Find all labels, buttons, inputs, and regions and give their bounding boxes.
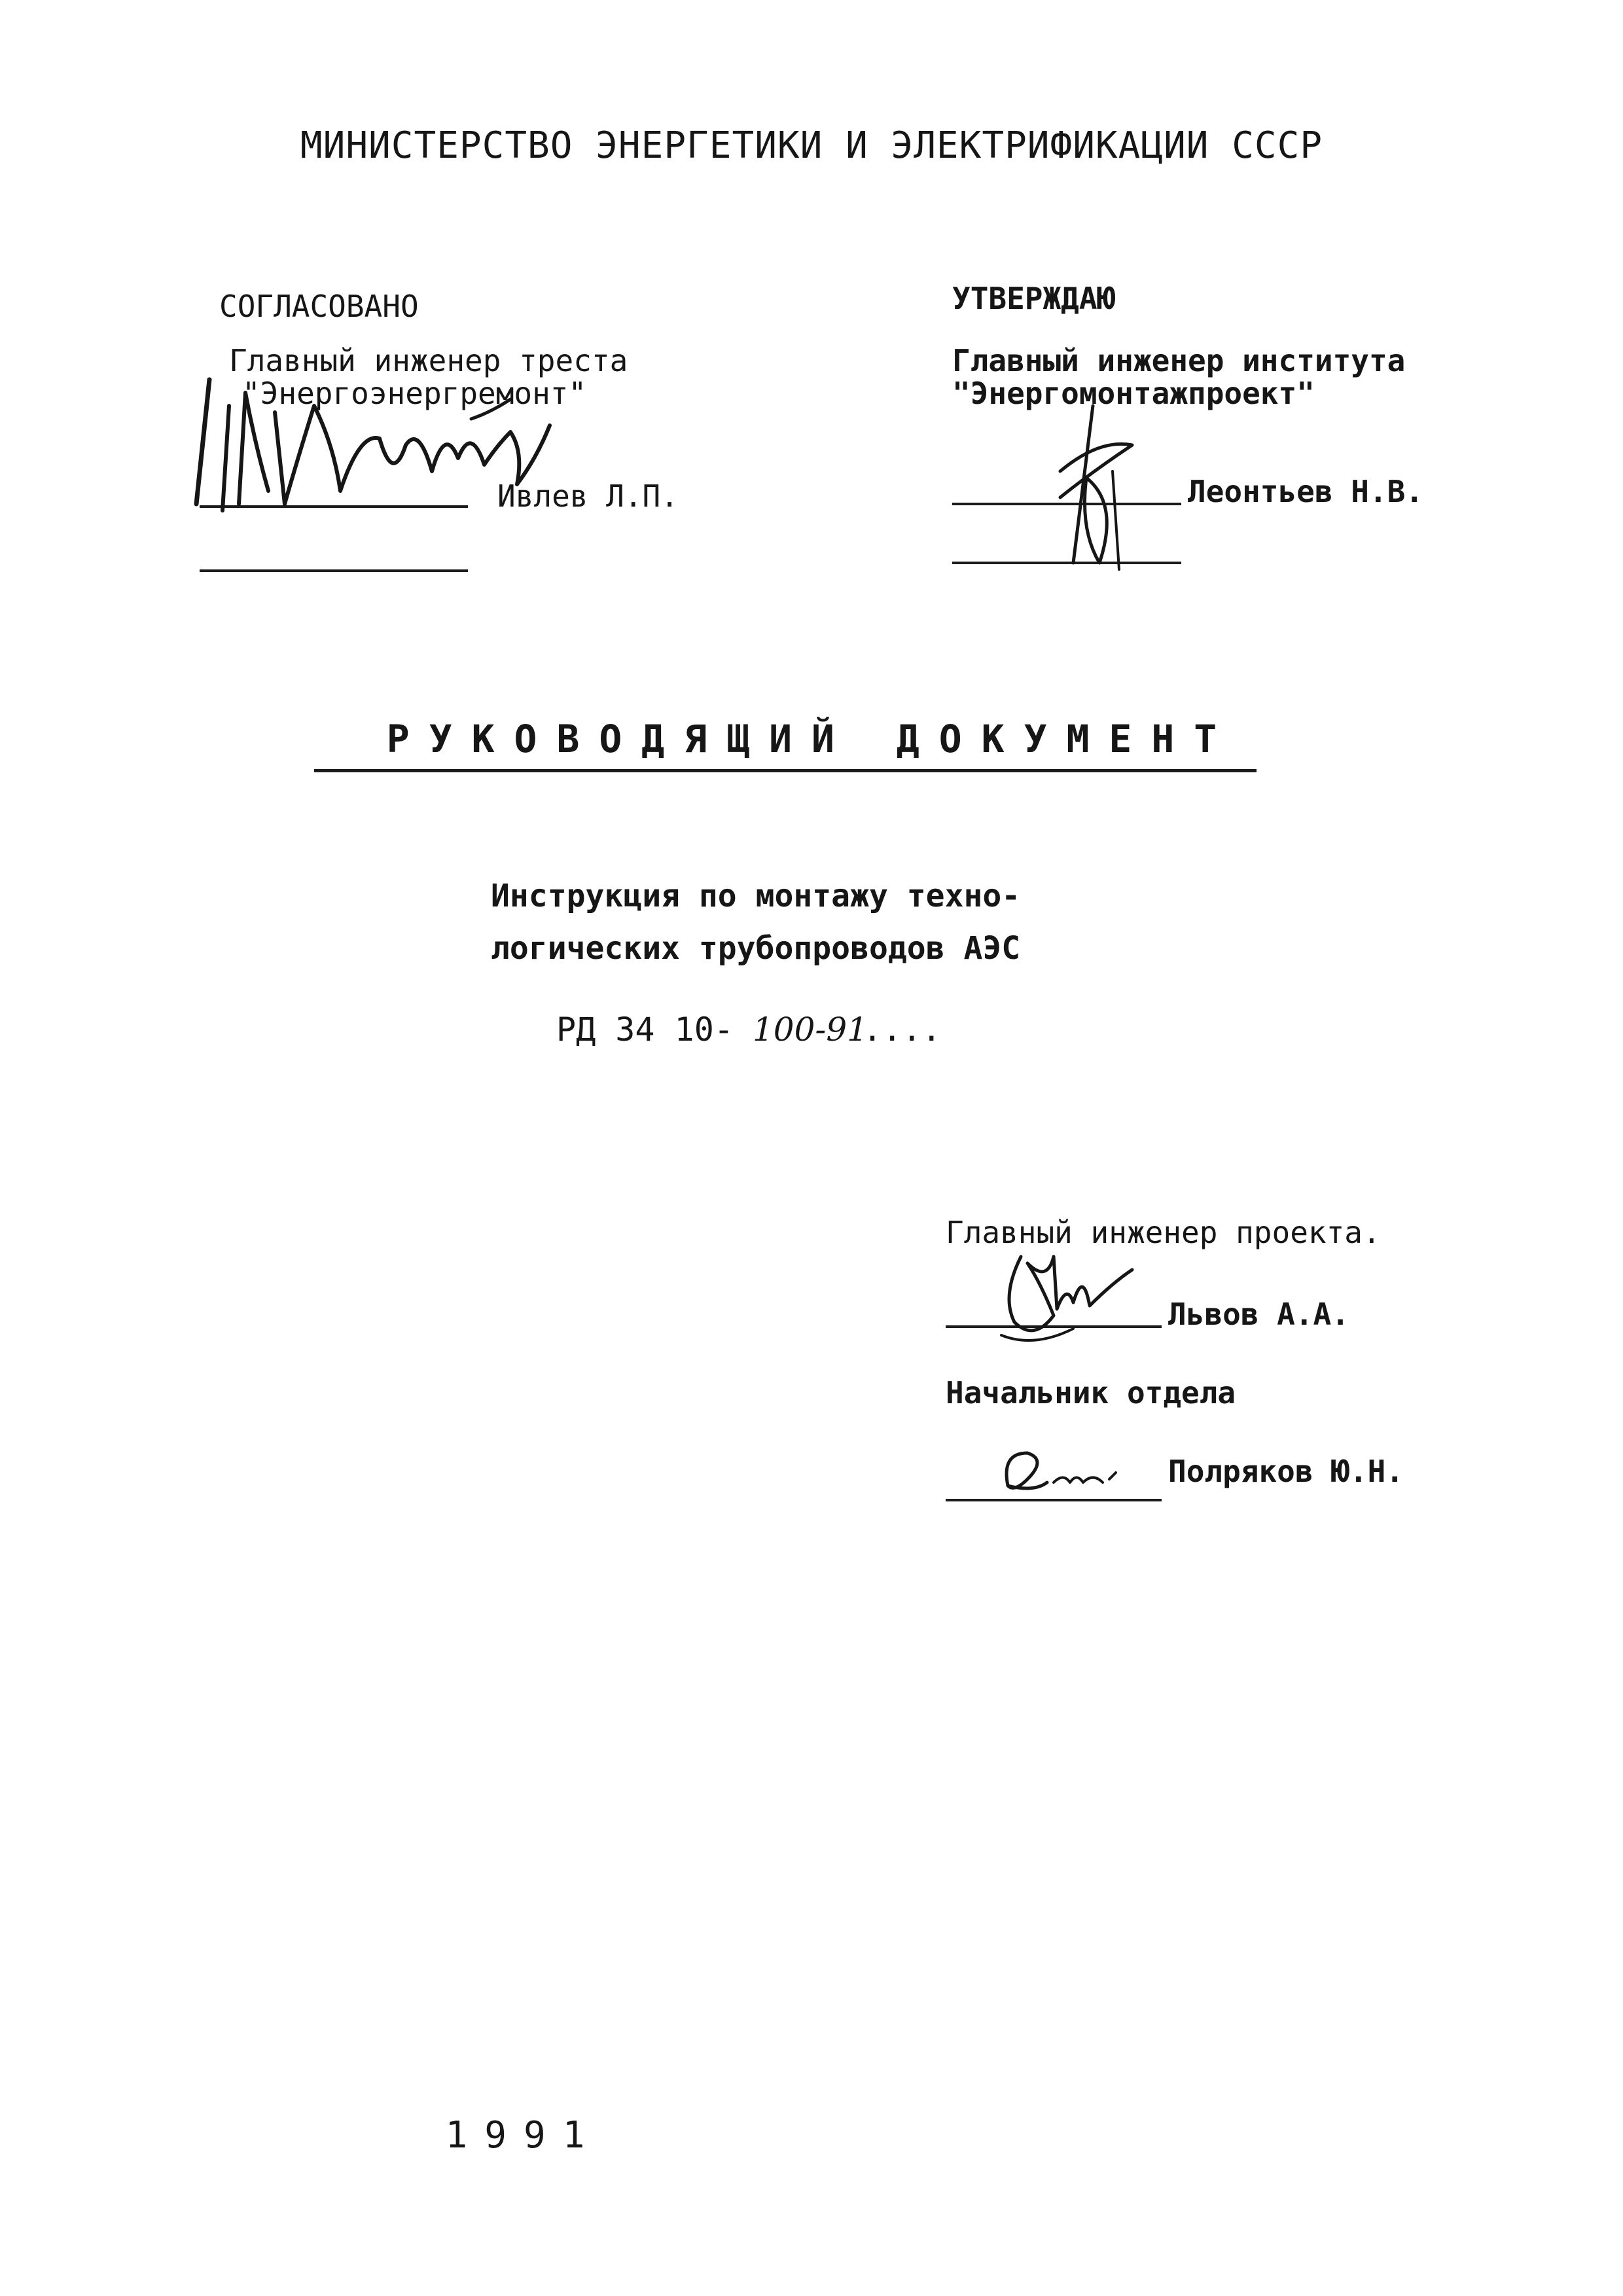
agreed-organization: "Энергоэнергремонт"	[242, 376, 587, 411]
chief-signature-icon	[975, 1244, 1171, 1355]
document-title-line1: Инструкция по монтажу техно-	[491, 878, 1021, 914]
document-code-number: 100-91	[753, 1011, 868, 1049]
agreed-position: Главный инженер треста	[229, 343, 628, 378]
agreed-heading: СОГЛАСОВАНО	[219, 289, 419, 324]
head-name: Полряков Ю.Н.	[1168, 1454, 1404, 1489]
approved-organization: "Энергомонтажпроект"	[952, 376, 1315, 411]
document-type-underline	[314, 769, 1257, 772]
ministry-heading: МИНИСТЕРСТВО ЭНЕРГЕТИКИ И ЭЛЕКТРИФИКАЦИИ СССР	[300, 124, 1323, 167]
approved-signature-icon	[1021, 399, 1152, 576]
document-code-suffix: ....	[863, 1011, 942, 1049]
head-signature-icon	[975, 1440, 1171, 1505]
agreed-name: Ивлев Л.П.	[497, 478, 679, 514]
document-type: РУКОВОДЯЩИЙ ДОКУМЕНТ	[386, 717, 1237, 761]
agreed-date-line	[200, 569, 468, 572]
head-position: Начальник отдела	[946, 1375, 1236, 1410]
chief-position: Главный инженер проекта.	[946, 1215, 1381, 1250]
approved-position: Главный инженер института	[952, 343, 1406, 378]
chief-name: Львов А.А.	[1168, 1297, 1349, 1332]
approved-heading: УТВЕРЖДАЮ	[952, 281, 1116, 316]
agreed-signature-icon	[183, 353, 602, 524]
approved-name: Леонтьев Н.В.	[1188, 474, 1424, 509]
document-code-prefix: РД 34 10-	[556, 1011, 734, 1049]
year: 1991	[445, 2114, 602, 2157]
document-title-line2: логических трубопроводов АЭС	[491, 930, 1021, 967]
